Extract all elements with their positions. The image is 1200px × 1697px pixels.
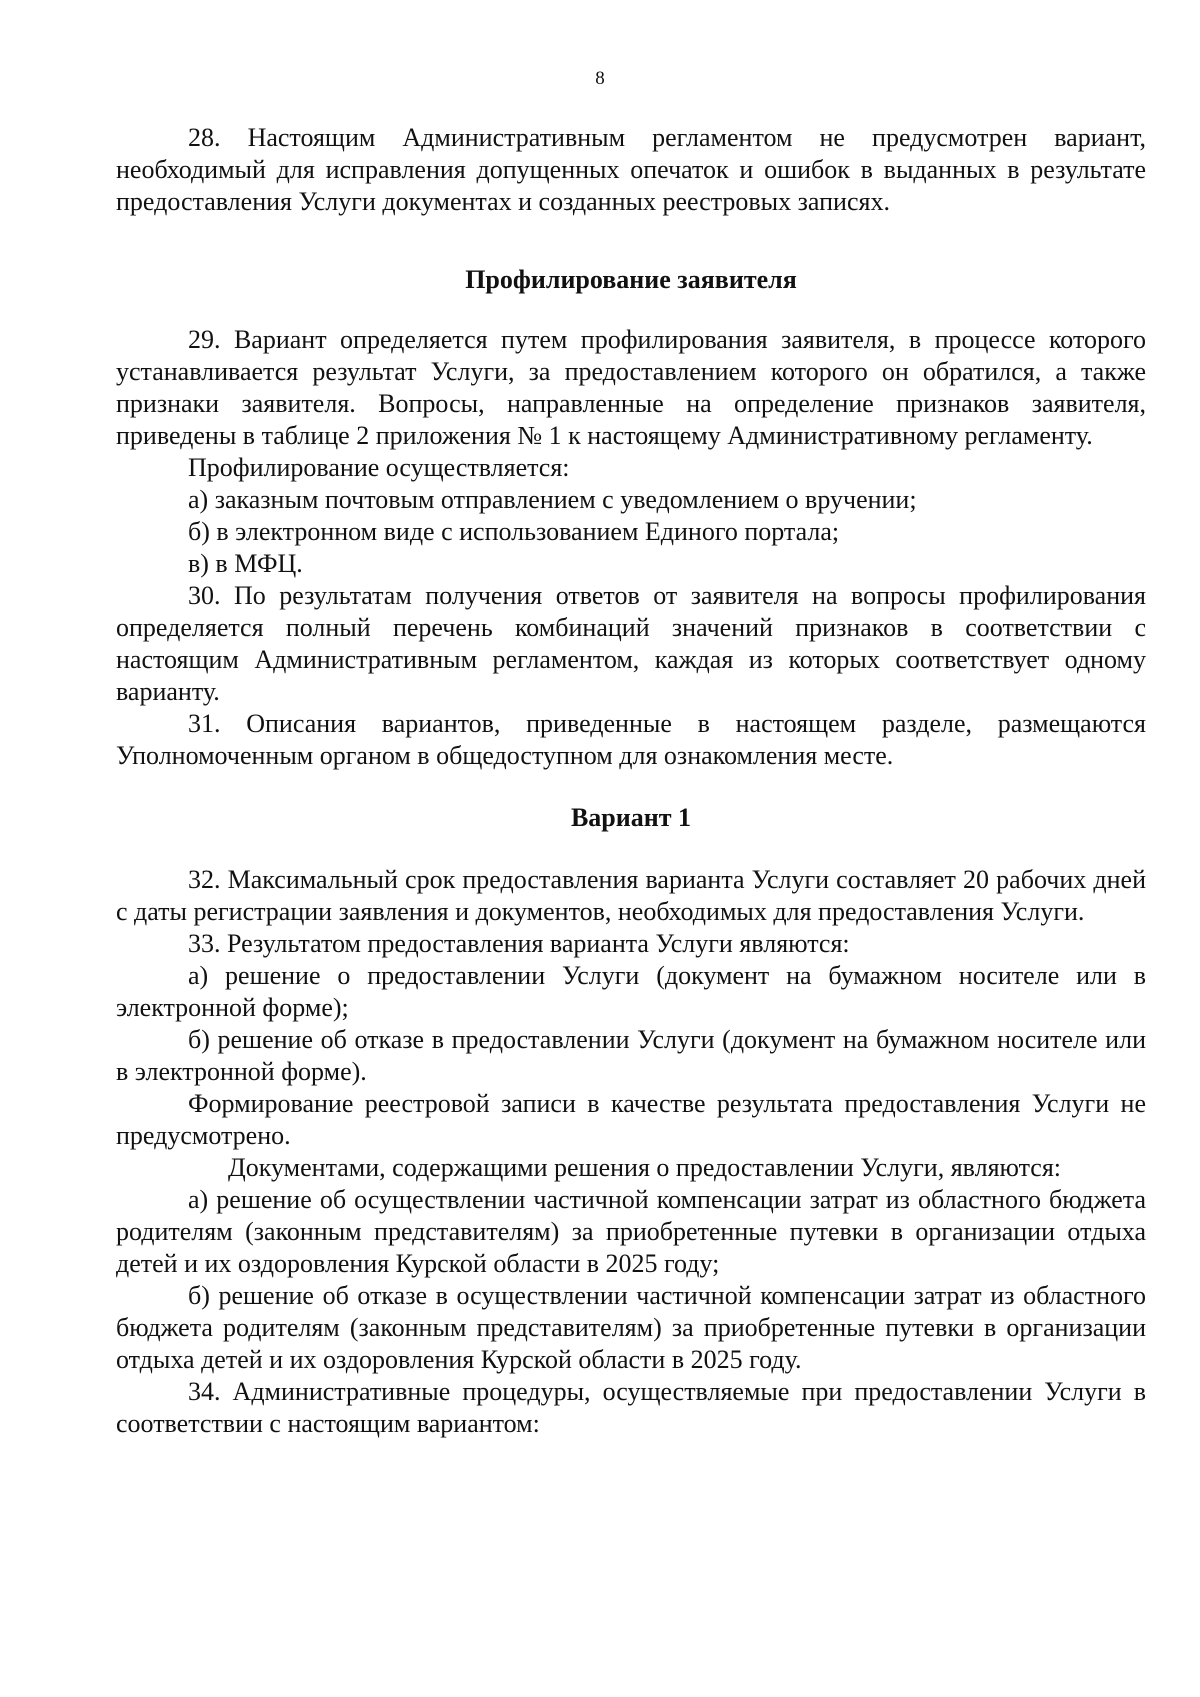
paragraph-33: 33. Результатом предоставления варианта Услуги являются:	[188, 929, 850, 958]
paragraph-32: 32. Максимальный срок предоставления варианта Услуги составляет 20 рабочих дней с даты регистрации заявления и документов, необходимых для предоставления Услуги.	[116, 865, 1146, 926]
document-body	[116, 122, 1146, 1440]
paragraph-29: 29. Вариант определяется путем профилирования заявителя, в процессе которого устанавливается результат Услуги, за предоставлением которого он обратился, а также признаки заявителя. Вопросы, направленные на определение признаков заявителя, приведены в таблице 2 приложения № 1 к настоящему Административному регламенту.	[116, 325, 1146, 450]
paragraph-33-document-b: б) решение об отказе в осуществлении частичной компенсации затрат из областного бюджета родителям (законным представителям) за приобретенные путевки в организации отдыха детей и их оздоровления Курской области в 2025 году.	[116, 1281, 1146, 1374]
paragraph-28: 28. Настоящим Административным регламентом не предусмотрен вариант, необходимый для исправления допущенных опечаток и ошибок в выданных в результате предоставления Услуги документах и созданных реестровых записях.	[116, 123, 1146, 216]
paragraph-33-item-a: а) решение о предоставлении Услуги (документ на бумажном носителе или в электронной форме);	[116, 961, 1146, 1022]
paragraph-29-item-c: в) в МФЦ.	[188, 549, 303, 578]
paragraph-33-document-a: а) решение об осуществлении частичной компенсации затрат из областного бюджета родителям (законным представителям) за приобретенные путевки в организации отдыха детей и их оздоровления Курской области в 2025 году;	[116, 1185, 1146, 1278]
paragraph-29-item-b: б) в электронном виде с использованием Единого портала;	[188, 517, 840, 546]
paragraph-29-profiling: Профилирование осуществляется:	[188, 453, 570, 482]
paragraph-33-registry: Формирование реестровой записи в качестве результата предоставления Услуги не предусмотрено.	[116, 1089, 1146, 1150]
page-number: 8	[595, 68, 605, 89]
paragraph-33-item-b: б) решение об отказе в предоставлении Услуги (документ на бумажном носителе или в электронной форме).	[116, 1025, 1146, 1086]
heading-variant-1: Вариант 1	[570, 803, 692, 832]
paragraph-31: 31. Описания вариантов, приведенные в настоящем разделе, размещаются Уполномоченным органом в общедоступном для ознакомления месте.	[116, 709, 1146, 770]
paragraph-33-documents: Документами, содержащими решения о предоставлении Услуги, являются:	[228, 1153, 1062, 1182]
heading-profiling: Профилирование заявителя	[465, 265, 797, 294]
paragraph-30: 30. По результатам получения ответов от заявителя на вопросы профилирования определяется полный перечень комбинаций значений признаков в соответствии с настоящим Административным регламентом, каждая из которых соответствует одному варианту.	[116, 581, 1146, 706]
paragraph-29-item-a: а) заказным почтовым отправлением с уведомлением о вручении;	[188, 485, 917, 514]
paragraph-34: 34. Административные процедуры, осуществляемые при предоставлении Услуги в соответствии с настоящим вариантом:	[116, 1377, 1146, 1438]
